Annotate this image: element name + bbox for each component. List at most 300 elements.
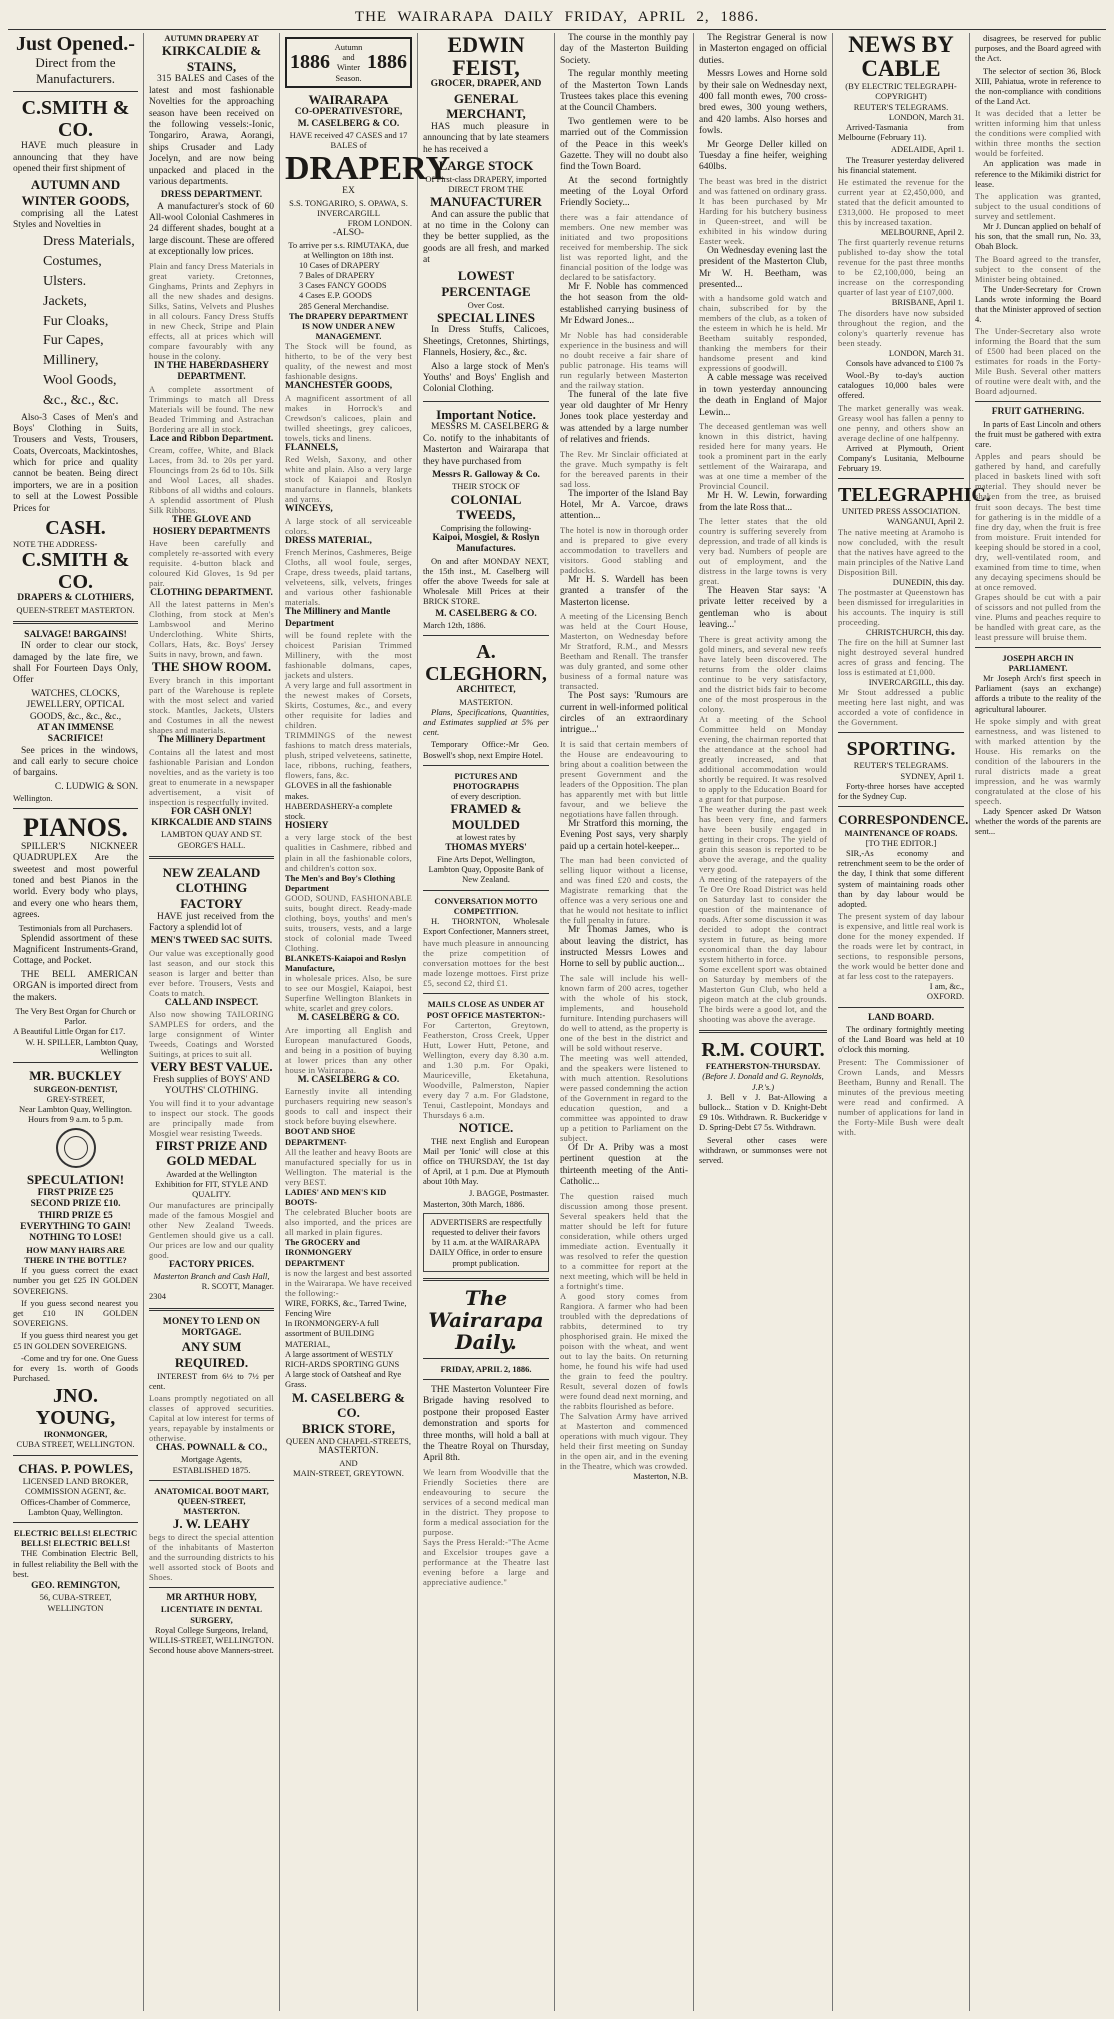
filler-text: TRIMMINGS of the newest fashions to match dress materials, plush, striped velveteens, satinette, lace, ribbons, ruching, feathers, flowers, fans, &c.	[285, 730, 412, 781]
fruit-gathering-heading: FRUIT GATHERING.	[991, 407, 1085, 418]
feist-name: EDWIN FEIST,	[447, 32, 525, 81]
to-editor: [TO THE EDITOR.]	[865, 837, 937, 848]
filler-text: A large stock of all serviceable colors.	[285, 515, 412, 536]
filler-text: A meeting of the Licensing Bench was held at the Court House, Masterton, on Wednesday before Mr Stratford, R.M., and Messrs Beetham and Renall. The transfer was duly granted, and some other business of a formal nature was transacted.	[560, 611, 688, 692]
how-many-hairs: HOW MANY HAIRS ARE THERE IN THE BOTTLE?	[24, 1244, 127, 1266]
filler-text: The Board agreed to the transfer, subject to the consent of the Minister being obtained.	[975, 253, 1101, 284]
filler-text: It was decided that a letter be written informing him that unless the conditions were complied with within three months the section would be forfeited.	[975, 108, 1101, 159]
list-item: Costumes,	[43, 254, 102, 270]
column-4	[418, 33, 555, 2011]
joseph-arch-text: Mr Joseph Arch's first speech in Parliament (says an exchange) affords a tribute to the reality of the agricultural labourer.	[975, 673, 1101, 714]
feist-text-2: And can assure the public that at no time in the Colony can they be better supplied, as the goods are all fresh, and marked at	[423, 209, 549, 266]
column-6	[694, 33, 833, 2011]
wairarapa-heading: WAIRARAPA	[308, 91, 389, 107]
surgeon-dentist: SURGEON-DENTIST,	[33, 1083, 118, 1094]
filler-text: The sale will include his well-known farm of 200 acres, together with the whole of his stock, implements, and household furniture. Intending purchasers will do well to attend, as the property is one of the best in the district and will be sold without reserve.	[560, 972, 688, 1053]
land-board-text: The ordinary fortnightly meeting of the Land Board was held at 10 o'clock this morning.	[838, 1024, 964, 1055]
divider	[975, 401, 1101, 402]
divider	[13, 1062, 138, 1063]
filler-text: will be found replete with the choicest Parisian Trimmed Millinery, with the most fashionable dolmans, capes, jackets and ulsters.	[285, 630, 412, 681]
ladies-mens-boots: LADIES' AND MEN'S KID BOOTS-	[285, 1186, 387, 1207]
news-item: Mr Stratford this morning, the Evening Post says, very sharply paid up a certain hotel-keeper...	[560, 818, 688, 852]
filler-text: The question raised much discussion among those present. Several speakers held that the matter should be left for future consideration, while others urged immediate action. Eventually it was resolved to refer the question to a committee for report at the next meeting, which will be held in a fortnight's time.	[560, 1190, 688, 1291]
divider	[423, 1379, 549, 1380]
news-item: disagrees, be reserved for public purposes, and the Board agreed with the Act.	[975, 33, 1101, 64]
autumn-winter-goods: AUTUMN AND WINTER GOODS,	[21, 177, 130, 208]
organ-co-text: THE BELL AMERICAN ORGAN is imported direct from the makers.	[13, 969, 138, 1003]
column-3	[280, 33, 451, 2011]
over-cost: Over Cost.	[467, 299, 505, 310]
fresh-supplies: Fresh supplies of BOYS' AND YOUTHS' CLOTHING.	[153, 1074, 270, 1097]
main-street-greytown: MAIN-STREET, GREYTOWN.	[293, 1468, 404, 1479]
filler-text: The application was granted, subject to the usual conditions of survey and settlement.	[975, 190, 1101, 221]
note-address: NOTE THE ADDRESS-	[13, 539, 98, 550]
lowest-percentage: LOWEST PERCENTAGE	[441, 268, 531, 300]
notice-heading: NOTICE.	[458, 1119, 514, 1135]
sovereigns-1: If you guess correct the exact number you get £25 IN GOLDEN SOVEREIGNS.	[13, 1265, 138, 1296]
caselberg-name: M. CASELBERG & CO.	[435, 608, 537, 619]
csmith-items	[13, 234, 138, 409]
established: ESTABLISHED 1875.	[172, 1464, 251, 1475]
come-and-try: -Come and try for one. One Guess for every 1s. worth of Goods Purchased.	[13, 1352, 138, 1384]
money-to-lend: MONEY TO LEND ON MORTGAGE.	[162, 1316, 261, 1338]
feist-text: HAS much pleasure in announcing that by late steamers he has received a	[423, 121, 549, 155]
column-1	[8, 33, 144, 2011]
drapery-dept: The DRAPERY DEPARTMENT IS NOW UNDER A NEW MANAGEMENT.	[289, 310, 408, 342]
divider	[423, 890, 549, 891]
kirkcaldie-name-2: KIRKCALDIE AND STAINS	[151, 818, 272, 829]
assortment-text: A large assortment of WESTLY RICH-ARDS SPORTING GUNS	[285, 1348, 400, 1369]
lowest-rates: at lowest rates by	[456, 832, 516, 843]
list-item: Ulsters.	[43, 273, 87, 289]
filler-text: All the leather and heavy Boots are manufactured specially for us in Wellington. The material is the very BEST.	[285, 1146, 412, 1187]
cleghorn-name: A. CLEGHORN,	[425, 641, 547, 686]
filler-text: Every branch in this important part of the Warehouse is replete with the most select and varied stock. Mantles, Jackets, Ulsters and Costumes in all the newest shapes and materials.	[149, 675, 274, 736]
remington-name: GEO. REMINGTON,	[31, 1580, 120, 1591]
blankets: BLANKETS-Kaiapoi and Roslyn Manufacture,	[285, 953, 406, 974]
arrived-plymouth: Arrived at Plymouth, Orient Company's Lusitania, Melbourne February 19.	[838, 442, 964, 473]
powles-name: CHAS. P. POWLES,	[18, 1460, 133, 1476]
dateline-london-2: LONDON, March 31.	[888, 347, 964, 358]
filler-text: He estimated the revenue for the current year at £2,450,000, and stated that the deficit amounted to £313,000. He proposed to meet this by increased taxation.	[838, 176, 964, 228]
news-by-cable: NEWS BY CABLE	[848, 32, 954, 82]
maintenance-roads: MAINTENANCE OF ROADS.	[844, 827, 958, 838]
sporting-heading: SPORTING.	[846, 738, 956, 761]
csmith-text-2: comprising all the Latest Styles and Novelties in	[13, 208, 138, 230]
divider	[838, 806, 964, 807]
comprising: Comprising the following-	[440, 522, 532, 533]
news-item: Two gentlemen were to be married out of the Commission of the Peace in this week's Gazette. They will no doubt also find the Town Board.	[560, 116, 688, 173]
pownall-name: CHAS. POWNALL & CO.,	[155, 1442, 268, 1453]
news-item: The Post says: 'Rumours are current in well-informed political circles of an extraordinary intrigue...'	[560, 691, 688, 736]
advertisers-notice: ADVERTISERS are respectfully requested to deliver their favors by 11 a.m. at the WAIRARAPA DAILY Office, in order to ensure prompt publication.	[423, 1213, 549, 1272]
divider	[423, 1278, 549, 1281]
boot-shoe-dept: BOOT AND SHOE DEPARTMENT-	[285, 1126, 356, 1147]
filler-text: Have been carefully and completely re-assorted with every requisite. 4-button black and coloured Kid Gloves, 1s 9d per pair.	[149, 537, 274, 588]
pictures-heading: PICTURES AND PHOTOGRAPHS	[453, 770, 519, 791]
filler-text: Apples and pears should be gathered by hand, and carefully placed in baskets lined with soft material. They should never be shaken from the tree, as bruised fruit soon decays. The best time for gathering is in the middle of a fine dry day, when the fruit is free from moisture. Fruit intended for keeping should be stored in a cool, dry, well-ventilated room, and examined from time to time, when any decaying specimens should be at once removed.	[975, 451, 1101, 592]
autumn-drapery: AUTUMN DRAPERY AT	[164, 33, 259, 43]
list-item: 285 General Merchandise.	[299, 300, 389, 311]
filler-text: is now the largest and best assorted in the Wairarapa. We have received the following:-	[285, 1267, 412, 1298]
filler-text: French Merinos, Cashmeres, Beige Cloths, all wool foule, serges, Crape, dress tweeds, plaid tartans, velveteens, silk, velvets, fringes and various other fashionable materials.	[285, 547, 412, 608]
glove-hosiery-departments: THE GLOVE AND HOSIERY DEPARTMENTS	[152, 515, 271, 537]
csmith-name: C.SMITH & CO.	[21, 97, 130, 142]
grocer-draper: GROCER, DRAPER, AND	[430, 79, 542, 90]
hoby-name: MR ARTHUR HOBY,	[166, 1592, 257, 1603]
from-london: FROM LONDON.	[347, 217, 412, 228]
important-text: MESSRS M. CASELBERG & Co. notify to the inhabitants of Masterton and Wairarapa that they have purchased from	[423, 422, 549, 467]
just-opened-heading: Just Opened.-	[16, 33, 135, 55]
powles-licensed: LICENSED LAND BROKER, COMMISSION AGENT, &c.	[22, 1476, 129, 1497]
nz-clothing-text: HAVE just received from the Factory a splendid lot of	[149, 911, 274, 933]
cash-heading: CASH.	[45, 517, 106, 540]
court-cases: J. Bell v J. Bat-Allowing a bullock... Station v D. Knight-Debt £9 10s. Withdrawn. R. Buckeridge v D. Spring-Debt £7 5s. Withdrawn.	[699, 1091, 827, 1133]
leahy-name: J. W. LEAHY	[172, 1516, 251, 1532]
organs-text: Splendid assortment of these Magnificent Instruments-Grand, Cottage, and Pocket.	[13, 933, 138, 967]
news-item: Mr Thomas James, who is about leaving the district, has instructed Messrs Lowes and Horne to sell by public auction...	[560, 925, 688, 970]
letter-signature: OXFORD.	[926, 991, 964, 1002]
first-prize: FIRST PRIZE £25	[37, 1187, 114, 1198]
issue-date: FRIDAY, APRIL 2, 1886.	[440, 1363, 532, 1374]
divider	[149, 856, 274, 859]
filler-text: Present: The Commissioner of Crown Lands, and Messrs Beetham, Bunny and Renall. The minutes of the previous meeting were read and confirmed. A number of applications for land in the Forty-Mile Bush were dealt with.	[838, 1056, 964, 1137]
news-item: Mr H. S. Wardell has been granted a transfer of the Masterton license.	[560, 574, 688, 608]
hosiery: HOSIERY	[285, 821, 329, 832]
kaipoi-mosgiel: Kaipoi, Mosgiel, & Roslyn Manufactures.	[432, 532, 540, 555]
speculation-heading: SPECULATION!	[26, 1172, 125, 1188]
list-item: &c., &c., &c.	[43, 392, 119, 408]
featherston-thursday: FEATHERSTON-THURSDAY.	[705, 1061, 821, 1072]
haberdashery-text: HABERDASHERY-a complete stock.	[285, 800, 393, 821]
postmaster: J. BAGGE, Postmaster.	[468, 1188, 549, 1199]
divider	[13, 91, 138, 92]
filler-text: GOOD, SOUND, FASHIONABLE suits, bought direct. Ready-made clothing, boys, youths' and men's suits, trousers, vests, and a large stock of colonial made Tweed Clothing.	[285, 892, 412, 953]
column-5	[555, 33, 694, 2011]
electric-bells-heading: ELECTRIC BELLS! ELECTRIC BELLS! ELECTRIC BELLS!	[13, 1527, 138, 1549]
filler-text: A magnificent assortment of all makes in Horrock's and Crewdson's calicoes, plain and twilled sheetings, grey calicoes, towels, ticks and linens.	[285, 392, 412, 443]
list-item: Millinery,	[43, 353, 99, 369]
millinery-mantle: The Millinery and Mantle Department	[285, 607, 391, 629]
architect: ARCHITECT,	[456, 685, 516, 696]
framed-moulded: FRAMED & MOULDED	[450, 801, 522, 832]
divider	[838, 1007, 964, 1008]
news-item: The Heaven Star says: 'A private letter received by a gentleman who is about leaving...'	[699, 586, 827, 631]
news-item: The regular monthly meeting of the Masterton Town Lands Trustees takes place this evening at the Council Chambers.	[560, 69, 688, 114]
powles-offices: Offices-Chamber of Commerce, Lambton Quay, Wellington.	[20, 1496, 131, 1517]
filler-text: Mr Noble has had considerable experience in the business and will no doubt receive a fair share of public patronage. His teams will run regularly between Masterton and the railway station.	[560, 329, 688, 390]
remington-address: 56, CUBA-STREET, WELLINGTON	[39, 1592, 112, 1613]
csmith-text: HAVE much pleasure in announcing that they have opened their first shipment of	[13, 141, 138, 174]
coop-store: CO-OPERATIVESTORE,	[294, 107, 403, 118]
filler-text: The native meeting at Aramoho is now concluded, with the result that the natives have agreed to the main principles of the Native Land Disposition Bill.	[838, 526, 964, 577]
court-several: Several other cases were withdrawn, or summonses were not served.	[699, 1134, 827, 1165]
divider	[149, 1480, 274, 1481]
filler-text: Mr Stout addressed a public meeting here last night, and was accorded a vote of confidence in the Government.	[838, 687, 964, 728]
filler-text: there was a fair attendance of members. One new member was initiated and two propositions received for membership. The sick list was reported light, and the financial position of the lodge was declared to be satisfactory.	[560, 211, 688, 282]
news-item: The importer of the Island Bay Hotel, Mr A. Varcoe, draws attention...	[560, 488, 688, 522]
divider	[13, 621, 138, 624]
fruit-gathering-text: In parts of East Lincoln and others the fruit must be gathered with extra care.	[975, 418, 1101, 450]
list-item: 7 Bales of DRAPERY	[299, 270, 375, 281]
news-item: The selector of section 36, Block XIII, Pahiatua, wrote in reference to the non-compliance with conditions of the Land Act.	[975, 65, 1101, 107]
caselberg-name-2: M. CASELBERG & CO.	[297, 1013, 400, 1024]
filler-text: The present system of day labour is expensive, and little real work is done for the money expended. If the roads were let by contract, in sections, to responsible persons, the work would be better done and at far less cost to the ratepayers.	[838, 911, 964, 982]
divider	[699, 1030, 827, 1033]
lace-ribbon-department: Lace and Ribbon Department.	[149, 433, 274, 444]
news-item: Mr H. W. Lewin, forwarding from the late Ross that...	[699, 491, 827, 513]
divider	[13, 1522, 138, 1523]
show-room-heading: THE SHOW ROOM.	[151, 659, 272, 675]
wairarapa-daily-title: The Wairarapa Daily.	[428, 1285, 544, 1354]
important-notice: Important Notice.	[436, 406, 536, 422]
list-item: 4 Cases E.P. GOODS	[299, 290, 372, 301]
filler-text: All the latest patterns in Men's Clothing, from stock at Men's Lambswool and Merino Underclothing. White Shirts, Collars, Hats, &c. Boys' Jersey Suits in navy, brown, and fawn.	[149, 599, 274, 660]
filler-text: A complete assortment of Trimmings to match all Dress Materials will be found. The new Beaded Trimming and Astrachan Bordering are all in stock.	[149, 383, 274, 434]
ludwig-name: C. LUDWIG & SON.	[54, 781, 138, 792]
large-stock: LARGE STOCK	[438, 157, 534, 173]
direct-from: DIRECT FROM THE	[448, 183, 524, 194]
filler-text: A very large and full assortment in the newest makes of Corsets, Skirts, Costumes, &c., and every other requisite for ladies and children.	[285, 680, 412, 731]
letter-text: SIR,-As economy and retrenchment seem to be the order of the day, I think that some different system of maintaining roads other than by day labour would be adopted.	[838, 848, 964, 909]
factory-address: Masterton Branch and Cash Hall,	[153, 1270, 270, 1281]
willis-street: WILLIS-STREET, WELLINGTON.	[149, 1634, 274, 1645]
direct-from-text: Direct from the Manufacturers.	[35, 55, 116, 86]
filler-text: A meeting of the ratepayers of the Te Ore Ore Road District was held on Saturday last to consider the question of the maintenance of roads. After some discussion it was decided to adopt the contract system in future, as being more economical than the day labour system hitherto in force.	[699, 873, 827, 965]
call-and-inspect: CALL AND INSPECT.	[164, 997, 259, 1008]
haberdashery-department: IN THE HABERDASHERY DEPARTMENT.	[153, 360, 270, 383]
filler-text: It is said that certain members of the House are endeavouring to bring about a coalition between the present Government and the leaders of the Opposition. The plan has apparently met with but little favour, and we believe the negotiations have fallen through.	[560, 738, 688, 819]
csmith-text-3: Also-3 Cases of Men's and Boys' Clothing in Suits, Trousers and Vests, Trousers, Coats, Overcoats, Mackintoshes, which for price and quality cannot be beaten. Being direct importers, we are in a position to sell at the Lowest Possible Prices for	[13, 412, 138, 514]
filler-text: Says the Press Herald:-"The Acme and Excelsior troupes gave a performance at the Theatre last evening before a large and appreciative audience."	[423, 1536, 549, 1587]
columns	[8, 33, 1106, 2011]
filler-text: The postmaster at Queenstown has been dismissed for irregularities in his accounts. The inquiry is still proceeding.	[838, 586, 964, 627]
scott-manager: R. SCOTT, Manager.	[201, 1281, 274, 1292]
young-name: JNO. YOUNG,	[35, 1385, 116, 1430]
filler-text: The Under-Secretary also wrote informing the Board that the sum of £500 had been placed on the estimates for roads in the Forty-Mile Bush. Several other matters of routine were dealt with, and the Board adjourned.	[975, 326, 1101, 397]
filler-text: A good story comes from Rangiora. A farmer who had been troubled with the depredations of rabbits, determined to try phosphorised grain. He mixed the poison with the wheat, and went out to lay the baits. On returning home, he found his wife had used the grain to feed the poultry. Result, several dozen of fowls were found dead next morning, and the rabbits flourished as before.	[560, 1290, 688, 1411]
kirkcaldie-name: KIRKCALDIE & STAINS,	[161, 43, 262, 74]
list-item: Wool Goods,	[43, 372, 117, 388]
everything-to-gain: EVERYTHING TO GAIN! NOTHING TO LOSE!	[20, 1222, 131, 1244]
third-prize: THIRD PRIZE £5	[38, 1210, 113, 1221]
cuba-street: CUBA STREET, WELLINGTON.	[16, 1439, 135, 1450]
news-item: The Registrar General is now in Masterton engaged on official duties.	[699, 33, 827, 66]
ref-number: 2304	[149, 1291, 166, 1302]
news-item: The Under-Secretary for Crown Lands wrote informing the Board that the Minister approved of section 4.	[975, 283, 1101, 325]
flannels: FLANNELS,	[285, 442, 339, 453]
pianos-text: SPILLER'S NICKNEER QUADRUPLEX Are the sweetest and most powerful toned and best Pianos in the world. Every body who plays, and every one who hears them, agrees.	[13, 841, 138, 921]
galloway-name: Messrs R. Galloway & Co.	[432, 469, 540, 480]
filler-text: The Rev. Mr Sinclair officiated at the grave. Much sympathy is felt for the bereaved parents in their sad loss.	[560, 448, 688, 489]
millinery-department: The Millinery Department	[157, 735, 266, 746]
treasurer-text: The Treasurer yesterday delivered his financial statement.	[838, 154, 964, 175]
joseph-arch-heading: JOSEPH ARCH IN PARLIAMENT.	[1002, 652, 1074, 673]
news-item: Messrs Lowes and Horne sold by their sale on Wednesday next, 400 fall month ewes, 700 cross-bred ewes, 300 young wethers, and 420 lambs. Also horses and fowls.	[699, 69, 827, 137]
list-item: Fur Capes,	[43, 333, 104, 349]
sovereigns-2: If you guess second nearest you get £10 IN GOLDEN SOVEREIGNS.	[13, 1297, 138, 1329]
medal-icon	[56, 1128, 96, 1168]
court-heading: R.M. COURT.	[701, 1039, 825, 1062]
second-prize: SECOND PRIZE £10.	[30, 1199, 121, 1210]
location-note: Masterton, N.B.	[633, 1470, 688, 1481]
drapery-heading: DRAPERY	[285, 149, 451, 187]
news-item: An application was made in reference to the Mikimiki district for lease.	[975, 158, 1101, 189]
colonial-tweeds: COLONIAL TWEEDS,	[450, 491, 522, 523]
divider	[149, 1587, 274, 1588]
cash-only: FOR CASH ONLY!	[171, 806, 252, 817]
divider	[423, 635, 549, 636]
masthead-title: THE WAIRARAPA DAILY FRIDAY, APRIL 2, 1886.	[8, 8, 1106, 30]
filler-text: The Salvation Army have arrived at Masterton and commenced operations with much vigour. They held their first meeting on Sunday in the open air, and in the evening in the Theatre, which was crowded.	[560, 1410, 688, 1471]
letter-signoff: I am, &c.,	[929, 981, 964, 992]
grocery-dept: The GROCERY and IRONMONGERY DEPARTMENT	[285, 1237, 360, 1268]
dateline-brisbane: BRISBANE, April 1.	[891, 297, 964, 308]
salvage-text: IN order to clear our stock, damaged by the late fire, we shall For Fourteen Days Only, Offer	[13, 641, 138, 686]
filler-text: He spoke simply and with great earnestness, and was listened to with marked attention by the House. His remarks on the condition of the labourers in the rural districts made a great impression, and he was warmly congratulated at the close of his speech.	[975, 715, 1101, 806]
filler-text: There is great activity among the gold miners, and several new reefs have lately been discovered. The returns from the older claims continue to be very satisfactory, and the district bids fair to become one of the most prosperous in the colony.	[699, 633, 827, 714]
divider	[423, 1358, 549, 1359]
filler-text: We learn from Woodville that the Friendly Societies there are endeavouring to secure the services of a second medical man in the district. They propose to form a medical association for the purpose.	[423, 1466, 549, 1537]
sacrifice-heading: AT AN IMMENSE SACRIFICE!	[37, 722, 114, 745]
season-banner	[285, 37, 412, 88]
csmith-name-2: C.SMITH & CO.	[21, 549, 130, 594]
filler-text: The market generally was weak. Greasy wool has fallen a penny to one penny, and others show an average decline of one halfpenny.	[838, 402, 964, 443]
dateline-invercargill: INVERCARGILL, this day.	[868, 677, 964, 688]
filler-text: The Stock will be found, as hitherto, to be of the very best quality, of the newest and most fashionable designs.	[285, 341, 412, 382]
forty-three-horses: Forty-three horses have accepted for the Sydney Cup.	[838, 780, 964, 801]
first-class: Of First-class DRAPERY, imported	[425, 173, 547, 184]
divider	[149, 1308, 274, 1311]
manufacturer: MANUFACTURER	[430, 193, 542, 209]
news-item: Mr F. Noble has commenced the hot season from the old-established carrying business of Mr Edward Jones...	[560, 281, 688, 327]
mens-clothing: The Men's and Boy's Clothing Department	[285, 872, 396, 893]
have-received: HAVE received 47 CASES and 17 BALES of	[289, 130, 408, 151]
boot-mart: ANATOMICAL BOOT MART, QUEEN-STREET, MASTERTON.	[154, 1485, 269, 1517]
divider	[13, 808, 138, 809]
beautiful-organ: A Beautiful Little Organ for £17.	[13, 1026, 126, 1037]
consols-text: Consols have advanced to £100 7s	[846, 357, 964, 368]
reuters-telegrams-2: REUTER'S TELEGRAMS.	[853, 760, 949, 771]
mortgage-agents: Mortgage Agents,	[181, 1454, 242, 1465]
volunteer-text: THE Masterton Volunteer Fire Brigade having resolved to postpone their proposed Easter demonstration and sports for three months, will hold a ball at the Theatre Royal on Thursday, April 8th.	[423, 1384, 549, 1464]
filler-text: The first quarterly revenue returns published to-day show the total revenue for the past three months to be £2,100,000, being an increase on the corresponding quarter of last year of £107,000.	[838, 237, 964, 298]
march-date: March 12th, 1886.	[423, 619, 486, 630]
notice-date: Masterton, 30th March, 1886.	[423, 1198, 525, 1209]
ludwig-location: Wellington.	[13, 793, 53, 804]
pianos-heading: PIANOS.	[23, 813, 128, 843]
bales-list	[285, 260, 412, 311]
electric-telegraph: (BY ELECTRIC TELEGRAPH-COPYRIGHT)	[845, 81, 957, 102]
ironmonger: IRONMONGER,	[43, 1429, 108, 1440]
season-label: Autumn and Winter Season.	[334, 42, 363, 83]
list-item: Dress Materials,	[43, 234, 135, 250]
filler-text: Also now showing TAILORING SAMPLES for orders, and the large consignment of Winter Tweeds, Coatings and Worsted Suitings, at prices to suit all.	[149, 1009, 274, 1060]
dateline-wanganui: WANGANUI, April 2.	[887, 516, 964, 527]
filler-text: The weather during the past week has been very fine, and farmers have been busily engaged in getting in their crops. The yield of grain this season is reported to be above the average, and the quality very good.	[699, 803, 827, 874]
on-and-after: On and after MONDAY NEXT, the 15th inst., M. Caselberg will offer the above Tweeds for sale at Wholesale Mill Prices at their BRICK STORE.	[423, 555, 549, 607]
filler-text: Are importing all English and European manufactured Goods, and being in a position of buying at lower prices than any other house in Wairarapa.	[285, 1024, 412, 1075]
dress-department: DRESS DEPARTMENT.	[160, 190, 263, 201]
buckley-name: MR. BUCKLEY	[29, 1067, 122, 1083]
filler-text: Our value was exceptionally good last season, and our stock this season is larger and better than ever before. Trousers, Vests and Coats to match.	[149, 947, 274, 998]
filler-text: Plain and fancy Dress Materials in great variety. Cretonnes, Ginghams, Prints and Zephyrs in all the new shades and designs. Silks, Satins, Velvets and Plushes in all colours. Fancy Dress Stuffs in new Check, Stripe and Plain effects, all at prices which will compare favourably with any house in the colony.	[149, 260, 274, 361]
ships-list: S.S. TONGARIRO, S. OPAWA, S. INVERCARGILL	[289, 197, 408, 218]
electric-bells-text: THE Combination Electric Bell, in fullest reliability the Bell with the best.	[13, 1548, 138, 1579]
list-item: Fur Cloaks,	[43, 313, 109, 329]
caselberg-name-3: M. CASELBERG & CO.	[297, 1074, 400, 1085]
conversation-motto: CONVERSATION MOTTO COMPETITION.	[434, 895, 538, 916]
land-board-heading: LAND BOARD.	[868, 1012, 934, 1023]
filler-text: The disorders have now subsided throughout the region, and the colony's quarterly revenue has been steady.	[838, 307, 964, 348]
filler-text: with a handsome gold watch and chain, subscribed for by the members of the club, as a token of the esteem in which he is held. Mr Beetham suitably responded, thanking the members for their handsome present and kind expressions of goodwill.	[699, 293, 827, 374]
winceys: WINCEYS,	[285, 504, 333, 515]
filler-text: At a meeting of the School Committee held on Monday evening, the chairman reported that the attendance at the school had greatly increased, and that additional accommodation would shortly be required. It was resolved to apply to the Education Board for a grant for that purpose.	[699, 713, 827, 804]
clothing-department: CLOTHING DEPARTMENT.	[150, 588, 273, 598]
year-right: 1886	[367, 51, 407, 74]
filler-text: The man had been convicted of selling liquor without a license, and was fined £20 and costs, the Magistrate remarking that the offence was a very serious one and that he would not hesitate to inflict the full penalty in future.	[560, 855, 688, 926]
manchester-goods: MANCHESTER GOODS,	[285, 381, 393, 392]
dateline-christchurch: CHRISTCHURCH, this day.	[865, 626, 964, 637]
best-value: VERY BEST VALUE.	[150, 1059, 273, 1075]
and-label: AND	[339, 1457, 358, 1468]
queen-street: QUEEN-STREET MASTERTON.	[16, 604, 135, 615]
queen-chapel-streets: QUEEN AND CHAPEL-STREETS,	[286, 1436, 411, 1447]
caselberg-name: M. CASELBERG & CO.	[297, 118, 400, 129]
dateline-sydney: SYDNEY, April 1.	[900, 770, 964, 781]
filler-text: a very large stock of the best qualities in Cashmere, ribbed and plain in all the fashionable colors, and children's cotton sox.	[285, 832, 412, 873]
filler-text: Grapes should be cut with a pair of scissors and not pulled from the vine. Plums and peaches require to be handled with great care, as the least pressure will bruise them.	[975, 591, 1101, 642]
divider	[423, 401, 549, 402]
tweed-suits: MEN'S TWEED SAC SUITS.	[150, 936, 273, 947]
myers-name: THOMAS MYERS'	[445, 842, 527, 853]
filler-text: Earnestly invite all intending purchasers requiring new season's goods to call and inspect their stock before buying elsewhere.	[285, 1086, 412, 1127]
awarded-text: Awarded at the Wellington Exhibition for FIT, STYLE AND QUALITY.	[155, 1168, 268, 1200]
news-item: The course in the monthly pay day of the Masterton Building Society.	[560, 33, 688, 66]
correspondence-heading: CORRESPONDENCE.	[838, 812, 969, 828]
list-item: 10 Cases of DRAPERY	[299, 259, 380, 270]
filler-text: You will find it to your advantage to inspect our stock. The goods are principally made from Mosgiel wear resisting Tweeds.	[149, 1097, 274, 1138]
dateline-melbourne: MELBOURNE, April 2.	[880, 227, 964, 238]
arrived-text: Arrived-Tasmania from Melbourne (February 11).	[838, 122, 964, 143]
notice-text: THE next English and European Mail per 'Ionic' will close at this office on THURSDAY, the 1st day of April, at 1 p.m. Due at Plymouth about 10th May.	[423, 1135, 549, 1187]
drapers-clothiers: DRAPERS & CLOTHIERS,	[17, 593, 134, 604]
royal-college: Royal College Surgeons, Ireland,	[155, 1624, 268, 1635]
sacrifice-text: See prices in the windows, and call early to secure choice of bargains.	[13, 745, 138, 779]
divider	[838, 732, 964, 733]
watches-text: WATCHES, CLOCKS, JEWELLERY, OPTICAL GOODS, &c., &c., &c.,	[26, 688, 125, 722]
filler-text: The beast was bred in the district and was fattened on ordinary grass. It has been purchased by Mr Harding for his butchery business in Queen-street, and will be exhibited in his window during Easter week.	[699, 175, 827, 246]
dateline-adelaide: ADELAIDE, April 1.	[890, 144, 964, 155]
divider	[975, 647, 1101, 648]
arrive-text: To arrive per s.s. RIMUTAKA, due at Wellington on 18th inst.	[288, 239, 409, 260]
lambton-quay: LAMBTON QUAY AND ST. GEORGE'S HALL.	[160, 829, 263, 850]
dateline-dunedin: DUNEDIN, this day.	[892, 576, 964, 587]
second-house: Second house above Manners-street.	[149, 1645, 274, 1656]
divider	[13, 1455, 138, 1456]
news-item: Of Dr A. Priby was a most pertinent question at the thirteenth meeting of the Anti-Catholic...	[560, 1142, 688, 1188]
men-boys-text: Also a large stock of Men's Youths' and Boys' English and Colonial Clothing.	[423, 361, 549, 395]
telegraphic-heading: TELEGRAPHIC.	[838, 484, 991, 507]
stock-text: A large stock of Oatsheaf and Rye Grass.	[285, 1369, 402, 1390]
news-item: At the second fortnightly meeting of the Loyal Orford Friendly Society...	[560, 175, 688, 209]
filler-text: Loans promptly negotiated on all classes of approved securities. Capital at low interest for terms of years, repayable by instalments or otherwise.	[149, 1392, 274, 1443]
ex-label: EX	[342, 186, 355, 197]
column-2	[144, 33, 280, 2011]
dress-department-text: A manufacturer's stock of 60 All-wool Colonial Cashmeres in 24 different shades, bought at a large discount. These are offered at exceptionally low prices.	[149, 201, 274, 258]
buckley-hours: Near Lambton Quay, Wellington. Hours from 9 a.m. to 5 p.m.	[18, 1103, 133, 1125]
caselberg-name-4: M. CASELBERG & CO.	[291, 1389, 406, 1421]
